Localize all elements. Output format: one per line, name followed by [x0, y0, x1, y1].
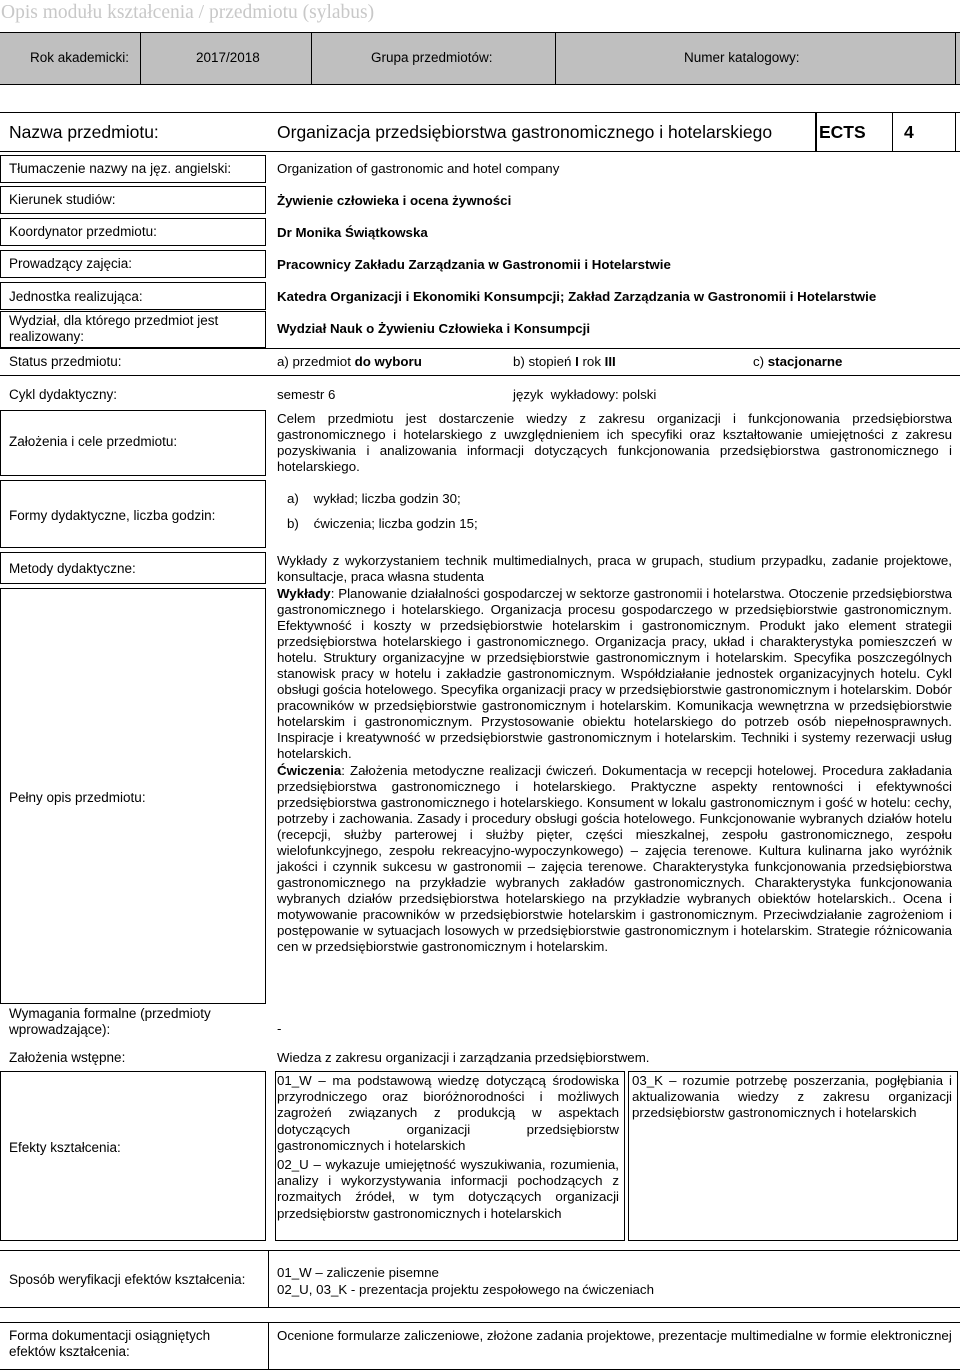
- forms-lecture: a) wykład; liczba godzin 30;: [287, 491, 461, 506]
- forms-exercises: b) ćwiczenia; liczba godzin 15;: [287, 516, 478, 531]
- cycle-label: Cykl dydaktyczny:: [9, 387, 118, 402]
- ects-value: 4: [904, 122, 914, 142]
- numer-label: Numer katalogowy:: [684, 50, 800, 65]
- grupa-label: Grupa przedmiotów:: [371, 50, 493, 65]
- rok-label: Rok akademicki:: [30, 50, 130, 65]
- status-c: c) stacjonarne: [753, 354, 843, 369]
- ects-label: ECTS: [819, 122, 866, 142]
- status-a: a) przedmiot do wyboru: [277, 354, 422, 369]
- forms-label: Formy dydaktyczne, liczba godzin:: [9, 508, 216, 523]
- full-description-label: Pełny opis przedmiotu:: [9, 790, 146, 805]
- aims-label: Założenia i cele przedmiotu:: [9, 434, 178, 449]
- translation-label: Tłumaczenie nazwy na jęz. angielski:: [9, 161, 232, 176]
- verification-label: Sposób weryfikacji efektów kształcenia:: [9, 1272, 246, 1287]
- aims-text: Celem przedmiotu jest dostarczenie wiedzy z zakresu organizacji i funkcjonowania przedsiębiorstwa gastronomicznego i hotelarskiego z uwzględnieniem ich specyfiki oraz kształtowanie umiejętności z zakresu pozyskiwania i analizowania informacji dotyczących funkcjonowania przedsiębiorstwa gastronomicznego i hotelarskiego.: [277, 411, 952, 474]
- outcome-u: 02_U – wykazuje umiejętność wyszukiwania, rozumienia, analizy i wykorzystywania informacji pochodzących z rozmaitych źródeł, w tym dotyczących organizacji przedsiębiorstw gastronomicznych i hotelarskich: [277, 1157, 619, 1221]
- instructors-value: Pracownicy Zakładu Zarządzania w Gastronomii i Hotelarstwie: [277, 257, 671, 272]
- status-label: Status przedmiotu:: [9, 354, 122, 369]
- instructors-label: Prowadzący zajęcia:: [9, 256, 133, 271]
- status-b: b) stopień I rok III: [513, 354, 616, 369]
- header-bar: [0, 32, 960, 85]
- full-description-text: Wykłady: Planowanie działalności gospodarczej w sektorze gastronomii i hotelarstwa. Otoczenie przedsiębiorstwa gastronomicznego i hotelarskiego. Organizacja procesu gospodarczego w przedsiębiorstwie gastronomicznym. Efektywność i koszty w przedsiębiorstwie hotelarskim i gastronomicznym. Produkt jako element strategii przedsiębiorstwa hotelarskiego i gastronomicznego. Organizacja pracy, układ i charakterystyka pomieszczeń w hotelu. Struktury organizacyjne w przedsiębiorstwie gastronomicznym i hotelarskim. Specyfika poszczególnych stanowisk pracy w hotelu i zakładzie gastronomicznym. Współdziałanie jednostek organizacyjnych hotelu. Cykl obsługi gościa hotelowego. Specyfika organizacji pracy w przedsiębiorstwie gastronomicznym i hotelarskim. Dobór pracowników w przedsiębiorstwie gastronomicznym i hotelarskim. Komunikacja wewnętrzna w przedsiębiorstwie hotelarskim i gastronomicznym. Przystosowanie obiektu hotelarskiego do potrzeb osób niepełnosprawnych. Inspiracje i kreatywność w przedsiębiorstwie gastronomicznym i hotelarskim. Techniki i systemy rezerwacji usług hotelarskich. Ćwiczenia: Założenia metodyczne realizacji ćwiczeń. Dokumentacja w recepcji hotelowej. Procedura zakładania przedsiębiorstwa gastronomicznego i hotelarskiego. Praktyczne aspekty rentowności i efektywności przedsiębiorstwa gastronomicznego i hotelarskiego. Konsument w lokalu gastronomicznym i gość w hotelu: cechy, potrzeby i zachowania. Zasady i procedury obsługi gościa hotelowego. Funkcjonowanie wybranych działów hotelu (recepcji, służby parterowej i służby pięter, części mieszkalnej, zespołu gastronomicznego, zespołu wielofunkcyjnego, zespołu rekreacyjno-wypoczynkowego) – zajęcia terenowe. Kultura kulinarna jako wyróżnik jakości i czynnik sukcesu w gastronomii – zajęcia terenowe. Charakterystyka funkcjonowania przedsiębiorstwa gastronomicznego na przykładzie wybranych zakładów gastronomicznych. Charakterystyka funkcjonowania wybranych działów przedsiębiorstwa hotelarskiego na przykładzie wybranych obiektów hotelarskich.. Ocena i motywowanie pracowników w przedsiębiorstwie hotelarskim i gastronomicznym. Przeciwdziałanie zagrożeniom i postępowanie w sytuacjach losowych w przedsiębiorstwie gastronomicznym i hotelarskim. Strategie różnicowania cen w przedsiębiorstwie gastronomicznym i hotelarskim.: [277, 586, 952, 955]
- field-of-study-value: Żywienie człowieka i ocena żywności: [277, 193, 512, 208]
- unit-value: Katedra Organizacji i Ekonomiki Konsumpcji; Zakład Zarządzania w Gastronomii i Hotelarstwie: [277, 289, 877, 304]
- outcome-k: 03_K – rozumie potrzebę poszerzania, pogłębiania i aktualizowania wiedzy z zakresu organizacji przedsiębiorstw gastronomicznych i hotelarskich: [632, 1073, 952, 1121]
- outcomes-label: Efekty kształcenia:: [9, 1140, 121, 1155]
- unit-label: Jednostka realizująca:: [9, 289, 143, 304]
- course-name-row: [0, 112, 960, 152]
- prerequisites-value: Wiedza z zakresu organizacji i zarządzania przedsiębiorstwem.: [277, 1050, 650, 1065]
- methods-text: Wykłady z wykorzystaniem technik multimedialnych, praca w grupach, studium przypadku, zadanie projektowe, konsultacje, praca własna studenta: [277, 553, 952, 584]
- course-name-label: Nazwa przedmiotu:: [9, 122, 159, 142]
- documentation-value: Ocenione formularze zaliczeniowe, złożone zadania projektowe, prezentacje multimedialne w formie elektronicznej: [277, 1328, 952, 1343]
- verification-line2: 02_U, 03_K - prezentacja projektu zespołowego na ćwiczeniach: [277, 1282, 654, 1297]
- faculty-label: Wydział, dla którego przedmiot jest realizowany:: [9, 313, 219, 344]
- course-name-value: Organizacja przedsiębiorstwa gastronomicznego i hotelarskiego: [277, 122, 773, 142]
- faculty-value: Wydział Nauk o Żywieniu Człowieka i Konsumpcji: [277, 321, 591, 336]
- outcome-w: 01_W – ma podstawową wiedzę dotyczącą środowiska przyrodniczego oraz bioróżnorodności i możliwych zagrożeń związanych z produkcją w aspektach dotyczących organizacji przedsiębiorstw gastronomicznych i hotelarskich: [277, 1073, 619, 1153]
- coordinator-value: Dr Monika Świątkowska: [277, 225, 428, 240]
- language-value: język wykładowy: polski: [513, 387, 657, 402]
- requirements-label: Wymagania formalne (przedmioty wprowadzające):: [9, 1006, 211, 1037]
- prerequisites-label: Założenia wstępne:: [9, 1050, 126, 1065]
- document-title: Opis modułu kształcenia / przedmiotu (sylabus): [0, 0, 960, 32]
- rok-value: 2017/2018: [196, 50, 260, 65]
- documentation-label: Forma dokumentacji osiągniętych efektów kształcenia:: [9, 1328, 211, 1359]
- requirements-value: -: [277, 1021, 282, 1036]
- cycle-value: semestr 6: [277, 387, 336, 402]
- verification-line1: 01_W – zaliczenie pisemne: [277, 1265, 439, 1280]
- coordinator-label: Koordynator przedmiotu:: [9, 224, 157, 239]
- field-of-study-label: Kierunek studiów:: [9, 192, 116, 207]
- methods-label: Metody dydaktyczne:: [9, 561, 136, 576]
- translation-value: Organization of gastronomic and hotel company: [277, 161, 560, 176]
